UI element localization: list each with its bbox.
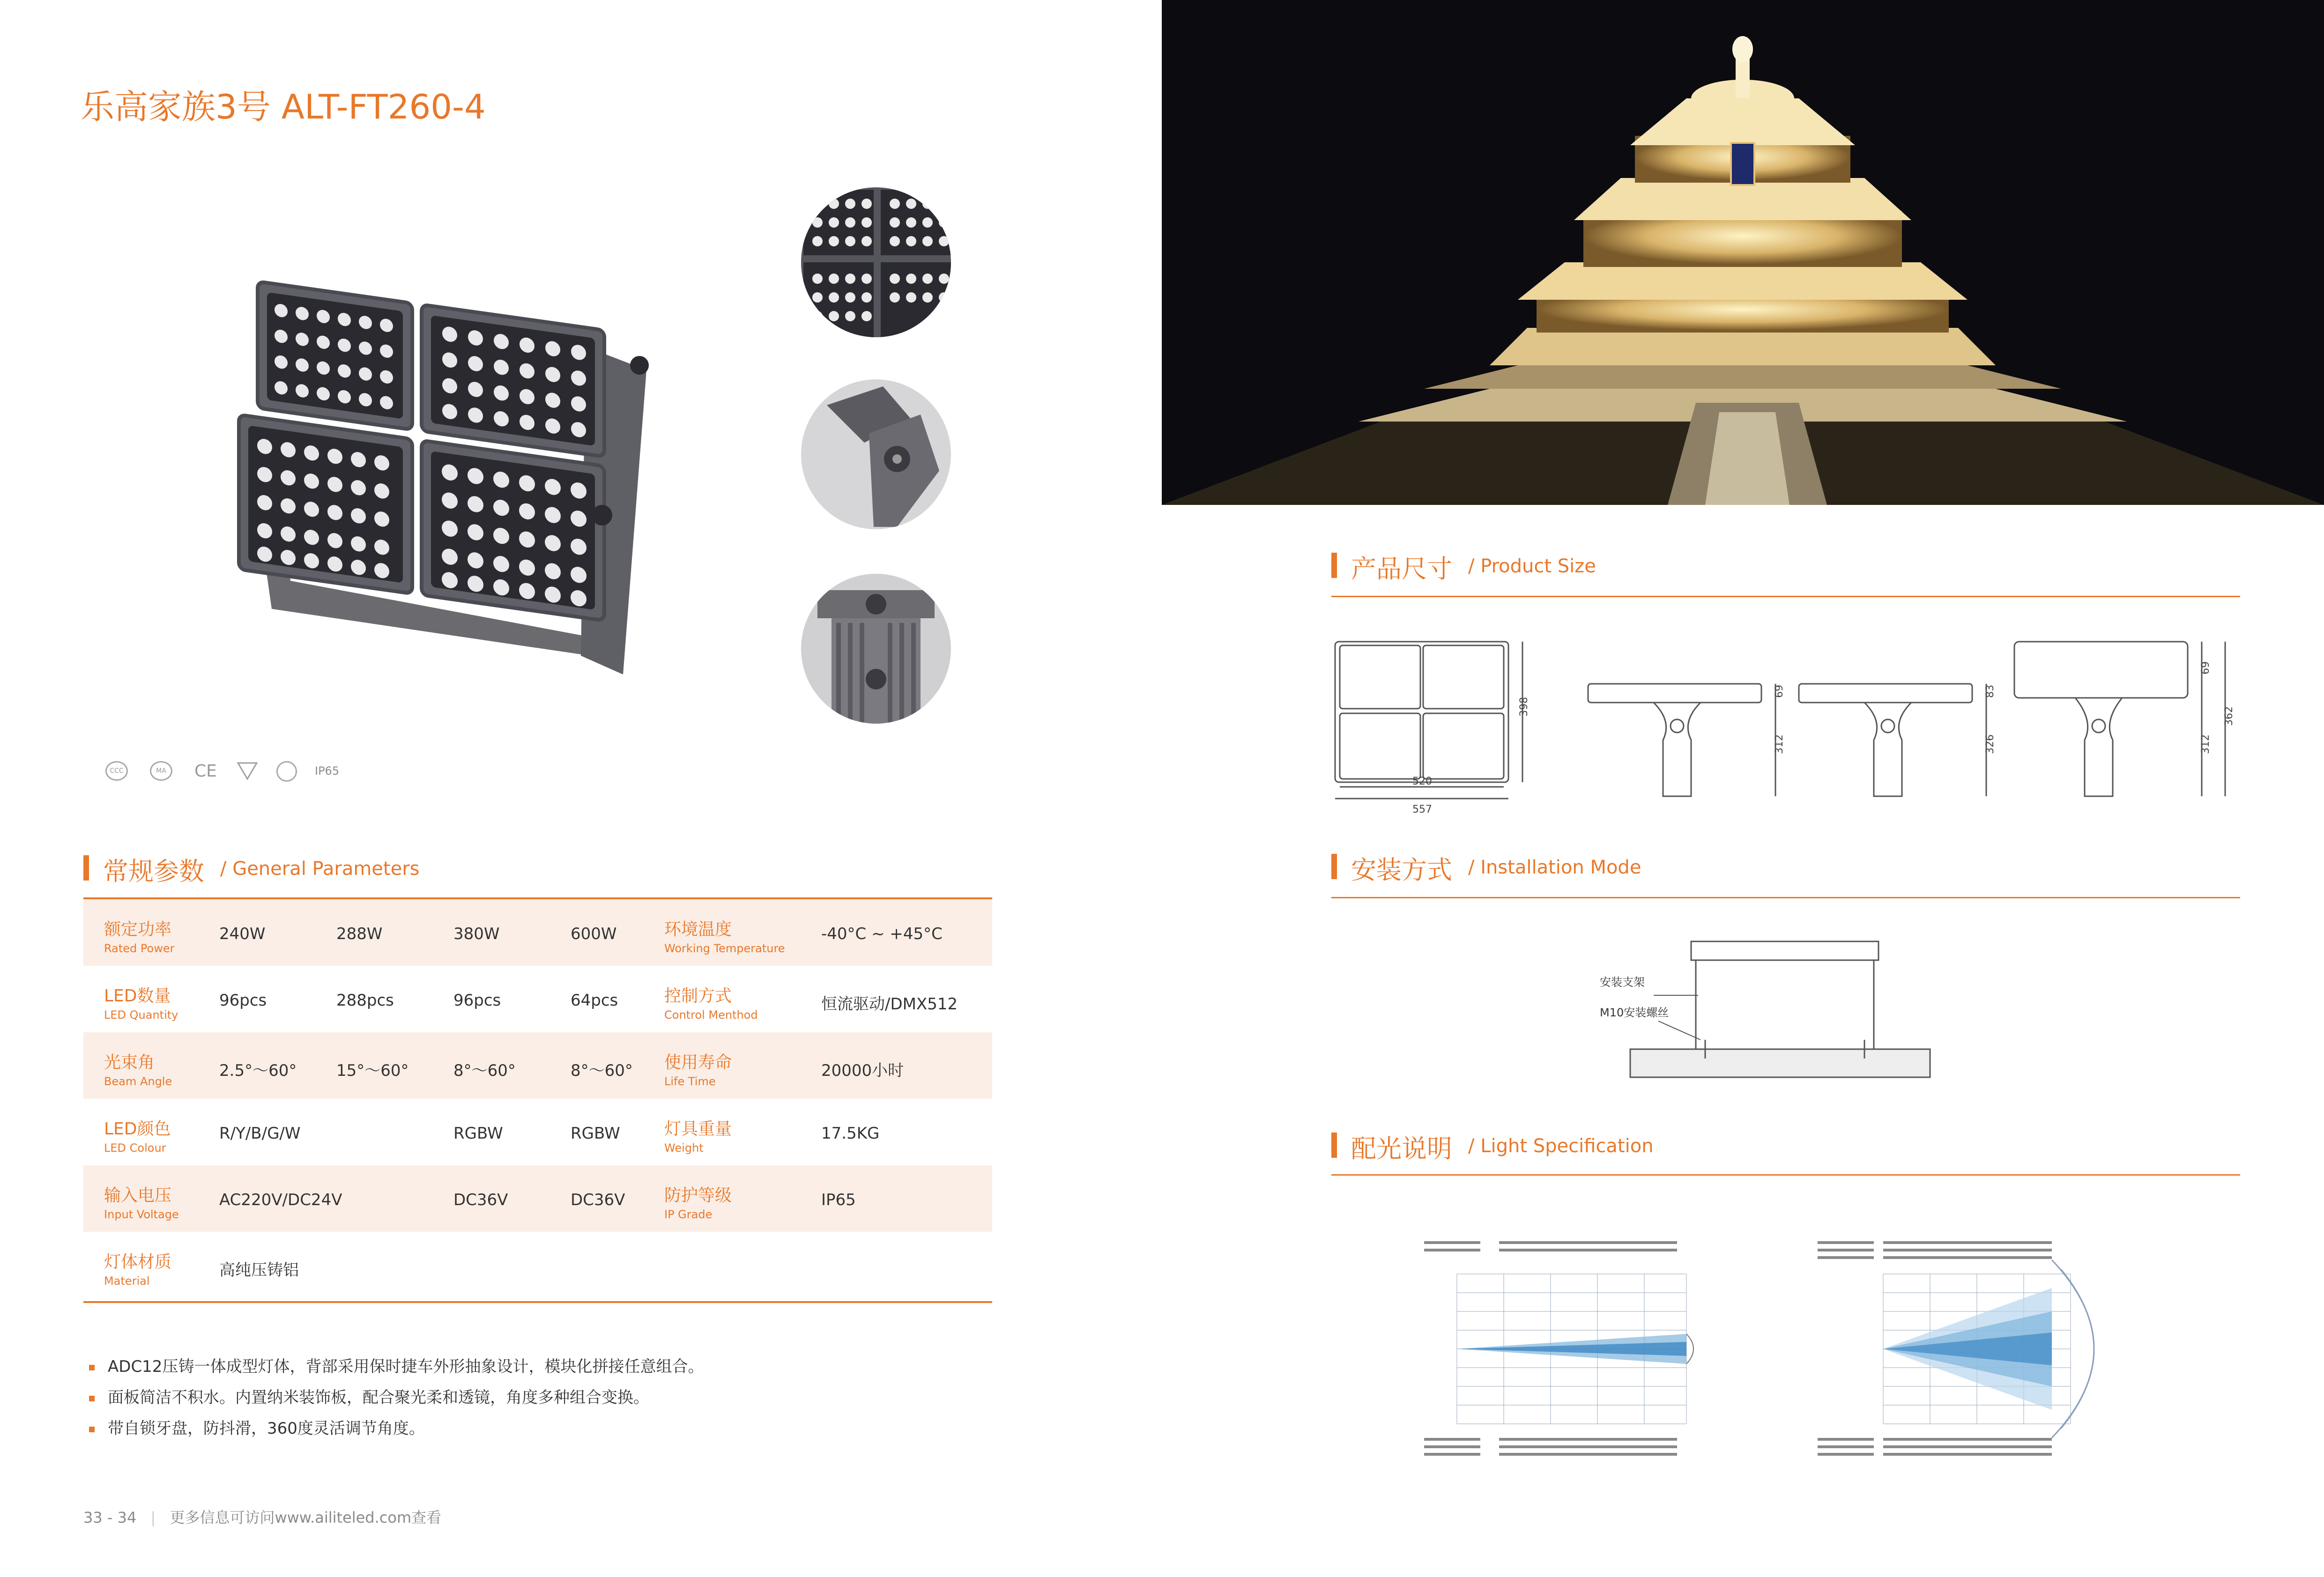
cma-cert-icon: MA xyxy=(150,761,172,781)
table-cell: DC36V xyxy=(571,1191,625,1209)
product-photo xyxy=(178,253,670,674)
table-cell: 288pcs xyxy=(336,991,394,1010)
table-cell: RGBW xyxy=(453,1124,503,1143)
page-footer: 33 - 34 | 更多信息可访问www.ailiteled.com查看 xyxy=(83,1509,442,1526)
section-subtitle: / Light Specification xyxy=(1468,1135,1654,1157)
section-general-params xyxy=(83,851,505,886)
dim-label: 312 xyxy=(1774,734,1785,754)
table-cell: 96pcs xyxy=(453,991,501,1010)
dim-label: 312 xyxy=(2200,734,2212,754)
dim-label: 69 xyxy=(1774,685,1785,698)
table-cell: 8°～60° xyxy=(571,1061,633,1080)
table-cell: 8°～60° xyxy=(453,1061,516,1080)
dim-label: 398 xyxy=(1518,697,1530,717)
table-row: 额定功率 Rated Power 240W 288W 380W 600W 环境温度 Working Temperature -40°C ~ +45°C xyxy=(83,899,992,966)
detail-photo-leds xyxy=(799,185,953,340)
dim-label: 83 xyxy=(1984,685,1996,698)
ccc-cert-icon: CCC xyxy=(105,761,128,781)
tuv-cert-icon xyxy=(237,761,258,781)
ce-cert-icon: CE xyxy=(194,761,217,781)
table-bottom-rule xyxy=(83,1301,992,1303)
dim-label: 362 xyxy=(2223,706,2235,726)
section-title: 常规参数 xyxy=(103,857,204,886)
rohs-cert-icon xyxy=(276,761,297,782)
table-cell: 15°～60° xyxy=(336,1061,409,1080)
dim-label: 326 xyxy=(1984,734,1996,754)
page-title: 乐高家族3号 ALT-FT260-4 xyxy=(81,87,486,126)
table-cell: 288W xyxy=(336,925,383,943)
table-row: 输入电压 Input Voltage AC220V/DC24V DC36V DC36V 防护等级 IP Grade IP65 xyxy=(83,1165,992,1232)
beam-diagram-wide xyxy=(1808,1232,2164,1475)
temple-night-photo xyxy=(1162,0,2324,505)
installation-drawing xyxy=(1583,932,1968,1091)
table-cell: AC220V/DC24V xyxy=(219,1191,342,1209)
section-rule xyxy=(1331,897,2240,898)
section-rule xyxy=(1331,1174,2240,1176)
detail-photo-heatsink xyxy=(799,571,953,726)
table-row: LED颜色 LED Colour R/Y/B/G/W RGBW RGBW 灯具重量 Weight 17.5KG xyxy=(104,1119,880,1155)
table-row: 灯体材质 Material 高纯压铸铝 xyxy=(104,1252,299,1288)
table-cell: 高纯压铸铝 xyxy=(219,1261,299,1280)
table-cell: 96pcs xyxy=(219,991,267,1010)
feature-bullet: 面板简洁不积水。内置纳米装饰板，配合聚光柔和透镜，角度多种组合变换。 xyxy=(89,1385,649,1407)
section-subtitle: / General Parameters xyxy=(220,858,420,880)
table-cell: 240W xyxy=(219,925,266,943)
table-cell: 20000小时 xyxy=(821,1061,904,1080)
section-title: 配光说明 xyxy=(1351,1134,1452,1163)
table-cell: IP65 xyxy=(821,1191,856,1209)
dim-label: 520 xyxy=(1412,776,1432,787)
section-rule xyxy=(1331,596,2240,597)
website-note: 更多信息可访问www.ailiteled.com查看 xyxy=(170,1509,442,1526)
page-numbers: 33 - 34 xyxy=(83,1509,137,1526)
table-cell: R/Y/B/G/W xyxy=(219,1124,301,1143)
table-cell: -40°C ~ +45°C xyxy=(821,925,943,943)
params-table xyxy=(83,899,992,1298)
feature-bullet: ADC12压铸一体成型灯体，背部采用保时捷车外形抽象设计，模块化拼接任意组合。 xyxy=(89,1354,704,1377)
beam-diagram-narrow xyxy=(1405,1232,1733,1475)
section-title: 产品尺寸 xyxy=(1351,554,1452,584)
section-subtitle: / Product Size xyxy=(1468,555,1596,577)
feature-bullet: 带自锁牙盘，防抖滑，360度灵活调节角度。 xyxy=(89,1415,425,1438)
table-cell: 恒流驱动/DMX512 xyxy=(821,995,958,1014)
section-title: 安装方式 xyxy=(1351,855,1452,885)
table-cell: 17.5KG xyxy=(821,1124,880,1143)
dim-label: 557 xyxy=(1412,804,1432,815)
table-cell: 380W xyxy=(453,925,500,943)
dim-label: 69 xyxy=(2200,661,2212,674)
table-row: LED数量 LED Quantity 96pcs 288pcs 96pcs 64pcs 控制方式 Control Menthod 恒流驱动/DMX512 xyxy=(104,986,958,1022)
section-installation xyxy=(1331,850,1753,885)
section-light-spec xyxy=(1331,1129,1753,1163)
table-cell: 600W xyxy=(571,925,617,943)
table-cell: 2.5°～60° xyxy=(219,1061,297,1080)
dimension-drawings xyxy=(1326,632,2253,820)
screw-label: M10安装螺丝 xyxy=(1600,1006,1669,1019)
table-cell: RGBW xyxy=(571,1124,620,1143)
table-cell: 64pcs xyxy=(571,991,618,1010)
detail-photo-bracket xyxy=(799,377,953,532)
section-product-size xyxy=(1331,549,1753,584)
table-row: 光束角 Beam Angle 2.5°～60° 15°～60° 8°～60° 8°～60° 使用寿命 Life Time 20000小时 xyxy=(83,1032,992,1099)
table-cell: DC36V xyxy=(453,1191,508,1209)
ip65-cert-label: IP65 xyxy=(315,764,340,777)
section-subtitle: / Installation Mode xyxy=(1468,857,1641,878)
bracket-label: 安装支架 xyxy=(1600,976,1645,989)
